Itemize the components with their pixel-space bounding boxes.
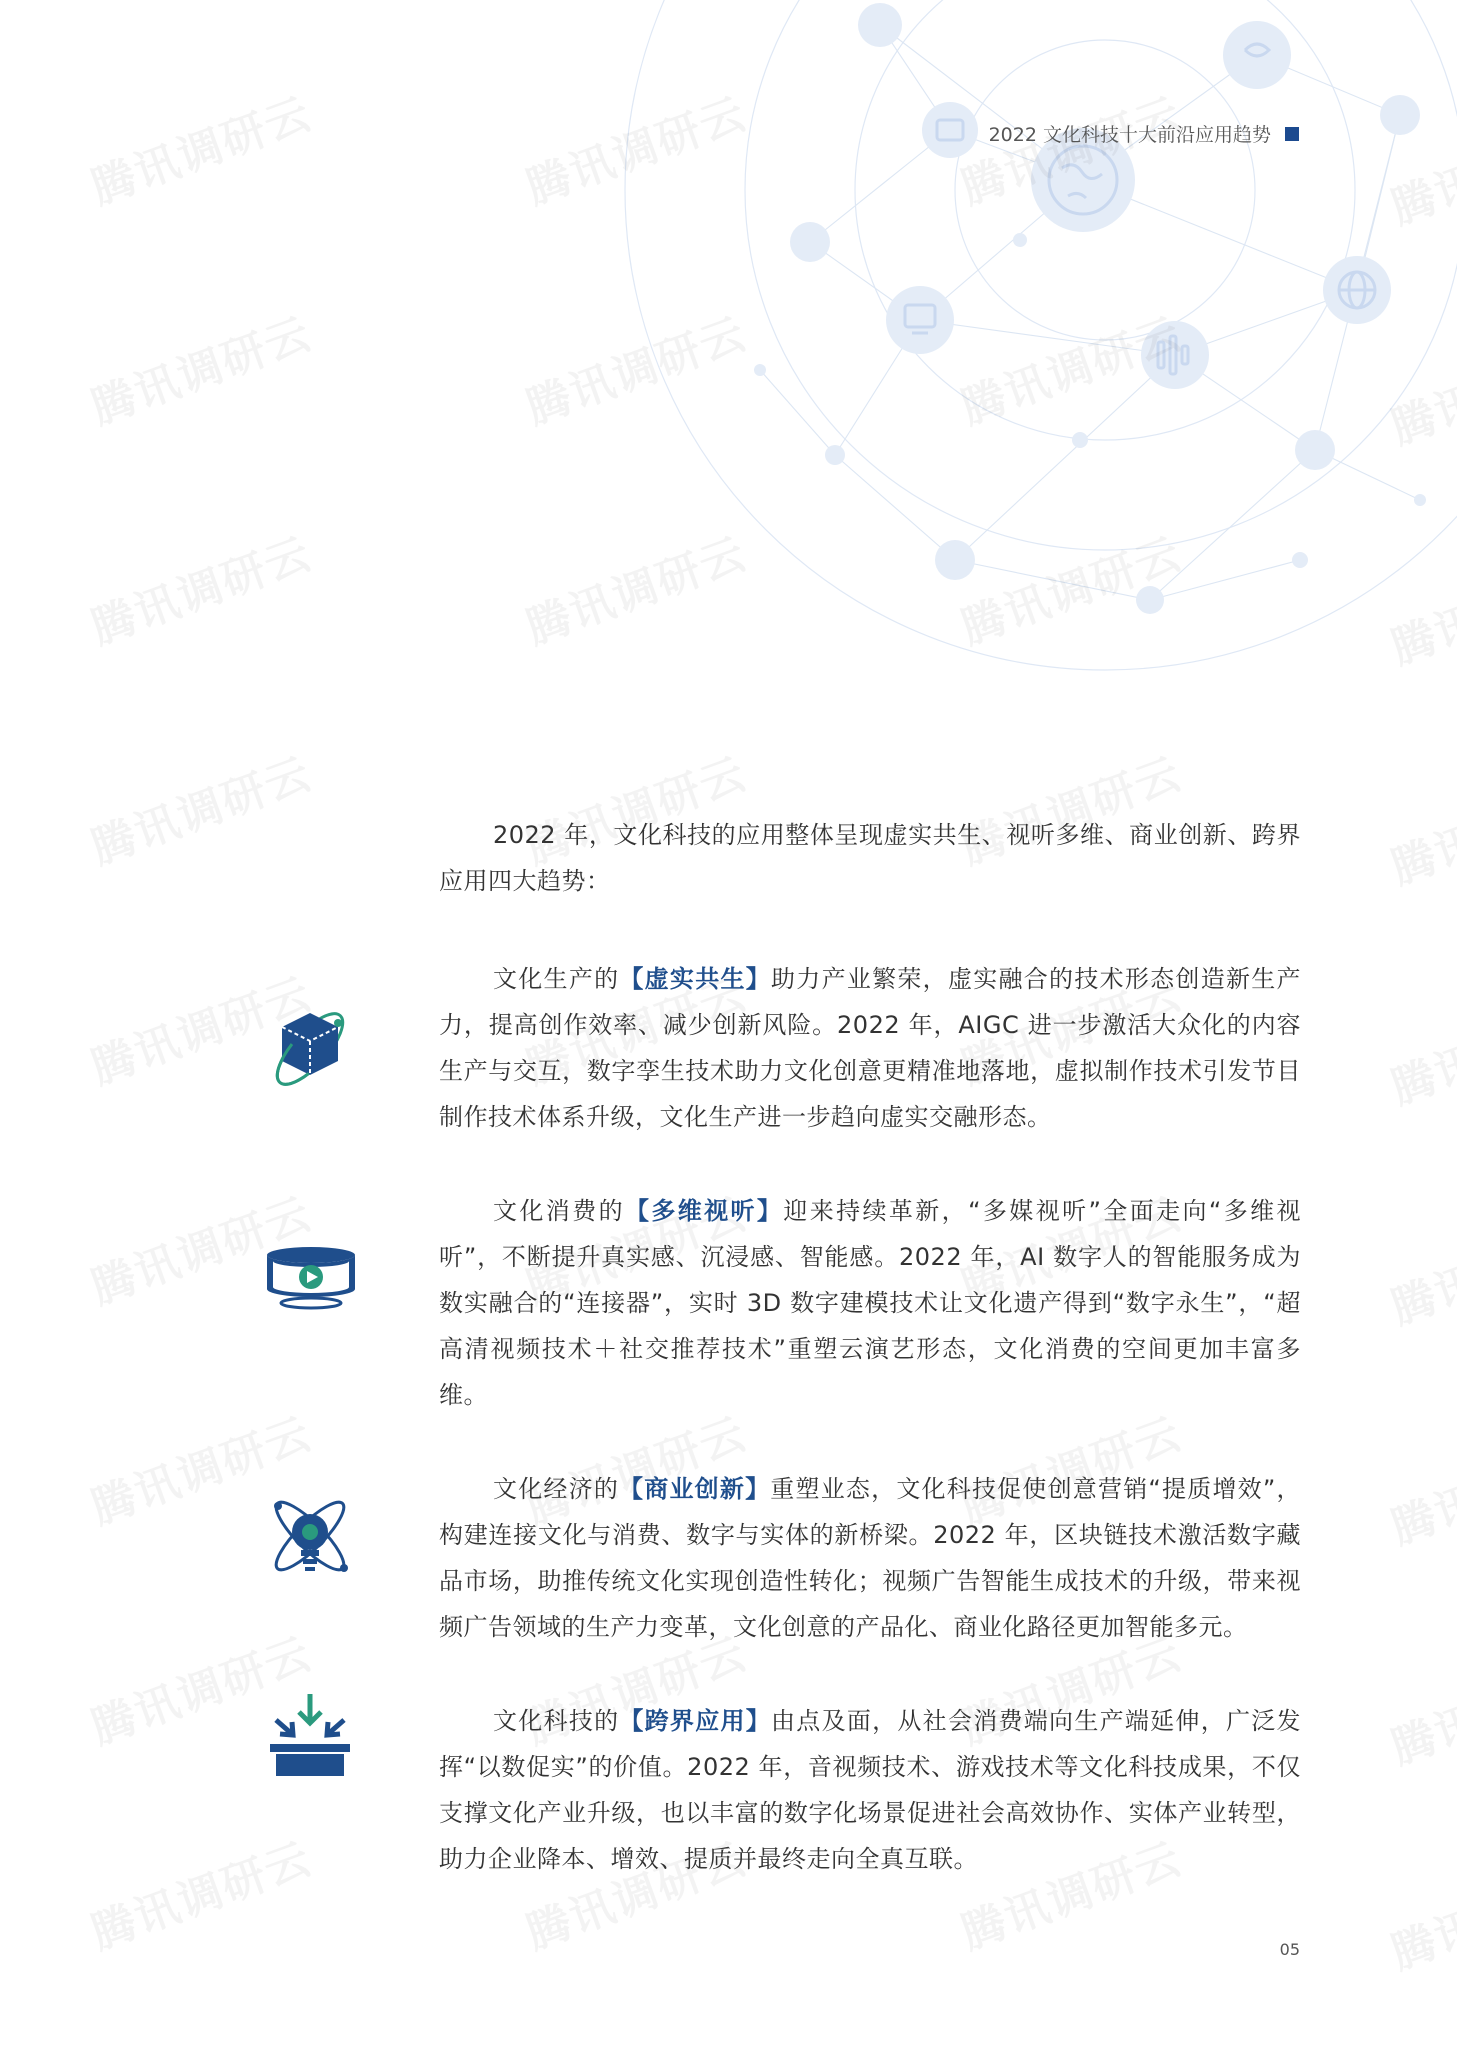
trend-body: 由点及面，从社会消费端向生产端延伸，广泛发挥“以数促实”的价值。2022 年，音视频技术、游戏技术等文化科技成果，不仅支撑文化产业升级，也以丰富的数字化场景促进社会高效协作、实体产业转型，助力企业降本、增效、提质并最终走向全真互联。	[439, 1707, 1302, 1873]
trend-prefix: 文化消费的	[493, 1197, 625, 1225]
trend-highlight: 【跨界应用】	[619, 1707, 772, 1735]
header-title: 2022 文化科技十大前沿应用趋势	[988, 124, 1271, 146]
trend-highlight: 【多维视听】	[624, 1197, 784, 1225]
watermark	[1381, 1198, 1457, 1337]
lightbulb-orbit-icon	[266, 1492, 354, 1584]
trend-paragraph-crossover	[439, 1698, 1301, 1882]
page-header	[989, 120, 1299, 147]
trend-highlight: 【虚实共生】	[619, 965, 772, 993]
trend-paragraph-business	[439, 1466, 1301, 1650]
trend-body: 迎来持续革新，“多媒视听”全面走向“多维视听”，不断提升真实感、沉浸感、智能感。2022 年，AI 数字人的智能服务成为数实融合的“连接器”，实时 3D 数字建模技术让文化遗产得到“数字永生”，“超高清视频技术＋社交推荐技术”重塑云演艺形态，文化消费的空间更加丰富多维。	[439, 1197, 1301, 1409]
watermark	[81, 1823, 319, 1962]
virtual-cube-icon	[266, 1003, 354, 1095]
converge-box-icon	[266, 1690, 354, 1782]
intro-paragraph: 2022 年，文化科技的应用整体呈现虚实共生、视听多维、商业创新、跨界应用四大趋势：	[439, 821, 1301, 895]
main-content	[439, 812, 1301, 1930]
page-number: 05	[1279, 1940, 1300, 1959]
network-background	[0, 0, 1457, 760]
trend-prefix: 文化科技的	[493, 1707, 620, 1735]
trend-paragraph-audiovisual	[439, 1188, 1301, 1418]
watermark	[1381, 1843, 1457, 1982]
trend-paragraph-virtual-real	[439, 956, 1301, 1140]
watermark	[1381, 758, 1457, 897]
trend-prefix: 文化经济的	[493, 1475, 620, 1503]
watermark	[1381, 978, 1457, 1117]
header-square-icon	[1285, 127, 1299, 141]
trend-highlight: 【商业创新】	[619, 1475, 771, 1503]
watermark	[1381, 1638, 1457, 1777]
trend-body: 助力产业繁荣，虚实融合的技术形态创造新生产力，提高创作效率、减少创新风险。2022 年，AIGC 进一步激活大众化的内容生产与交互，数字孪生技术助力文化创意更精准地落地，虚拟制作技术引发节目制作技术体系升级，文化生产进一步趋向虚实交融形态。	[439, 965, 1302, 1131]
trend-prefix: 文化生产的	[493, 965, 620, 993]
immersive-screen-icon	[263, 1243, 359, 1311]
watermark	[1381, 1418, 1457, 1557]
trend-body: 重塑业态，文化科技促使创意营销“提质增效”，构建连接文化与消费、数字与实体的新桥梁。2022 年，区块链技术激活数字藏品市场，助推传统文化实现创造性转化；视频广告智能生成技术的升级，带来视频广告领域的生产力变革，文化创意的产品化、商业化路径更加智能多元。	[439, 1475, 1302, 1641]
